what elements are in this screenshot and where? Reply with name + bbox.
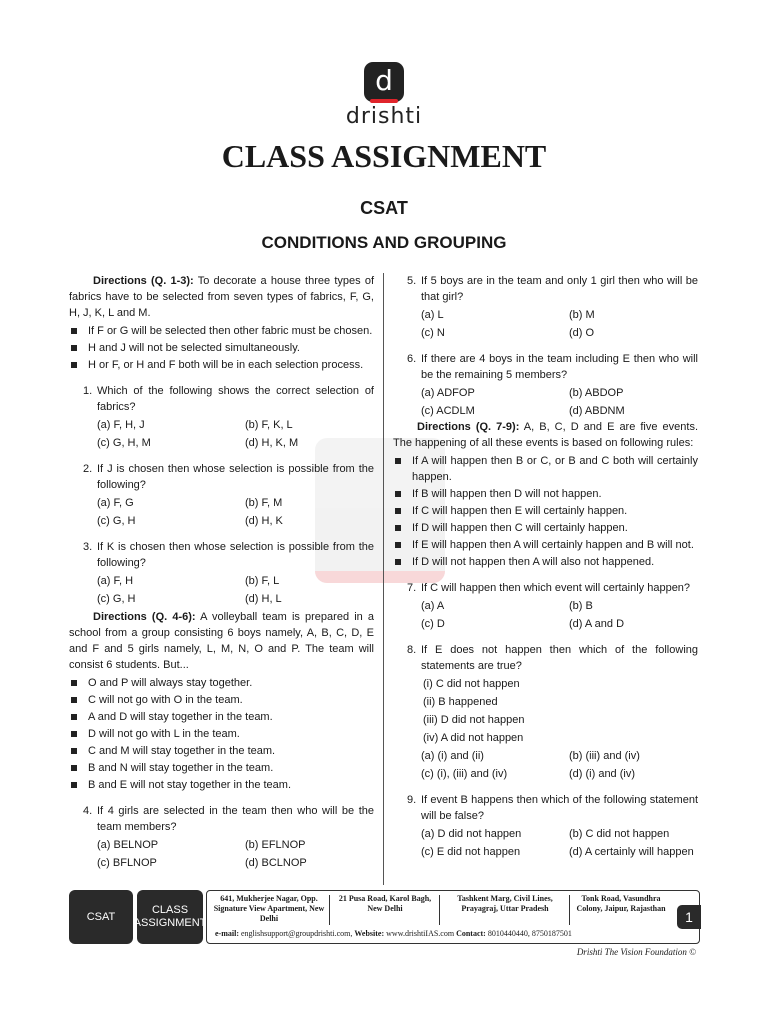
- option: (c) D: [421, 618, 445, 630]
- option: (b) F, K, L: [245, 419, 293, 431]
- topic-heading: CONDITIONS AND GROUPING: [261, 233, 507, 252]
- question-4: 4. If 4 girls are selected in the team then who will be the team members?: [83, 805, 374, 833]
- rule-item: If E will happen then A will certainly happen and B will not.: [393, 537, 698, 553]
- question-7: 7. If C will happen then which event will certainly happen?: [407, 582, 691, 594]
- option: (b) M: [569, 309, 595, 321]
- rule-item: B and E will not stay together in the team.: [69, 777, 374, 793]
- footer-subject-tab: CSAT: [69, 890, 133, 944]
- option: (c) N: [421, 327, 445, 339]
- option: (d) H, K, M: [245, 437, 299, 449]
- rule-item: D will not go with L in the team.: [69, 726, 374, 742]
- rule-item: If B will happen then D will not happen.: [393, 486, 698, 502]
- rule-item: If D will happen then C will certainly happen.: [393, 520, 698, 536]
- directions-7-9: Directions (Q. 7-9): A, B, C, D and E are five events. The happening of all these events is based on following rules:: [393, 421, 698, 449]
- option: (d) ABDNM: [569, 405, 625, 417]
- option: (b) (iii) and (iv): [569, 750, 640, 762]
- option: (a) BELNOP: [97, 839, 159, 851]
- option: (a) F, G: [97, 497, 134, 509]
- options-8: [393, 748, 698, 782]
- logo-accent-bar: [370, 99, 398, 103]
- options-7: [393, 598, 698, 632]
- rule-item: If D will not happen then A will also not happened.: [393, 554, 698, 570]
- left-column: [69, 273, 374, 871]
- options-3: [69, 573, 374, 607]
- options-9: [393, 826, 698, 860]
- column-divider: [383, 273, 384, 885]
- rule-item: If A will happen then B or C, or B and C both will certainly happen.: [393, 453, 698, 485]
- option: (b) EFLNOP: [245, 839, 306, 851]
- option: (a) F, H, J: [97, 419, 145, 431]
- statement: (i) C did not happen: [423, 678, 520, 690]
- option: (d) A and D: [569, 618, 625, 630]
- footer-credit: Drishti The Vision Foundation ©: [576, 947, 696, 957]
- option: (b) ABDOP: [569, 387, 624, 399]
- question-2: 2. If J is chosen then whose selection is possible from the following?: [83, 463, 374, 491]
- website-link[interactable]: www.drishtiIAS.com: [384, 929, 457, 938]
- option: (c) G, H, M: [97, 437, 151, 449]
- option: (a) ADFOP: [421, 387, 475, 399]
- address-box: [206, 890, 700, 944]
- drishti-logo: [364, 62, 404, 102]
- option: (a) D did not happen: [421, 828, 522, 840]
- rule-item: H and J will not be selected simultaneously.: [69, 340, 374, 356]
- rule-item: H or F, or H and F both will be in each selection process.: [69, 357, 374, 373]
- statements-8: [393, 676, 698, 746]
- question-9: 9. If event B happens then which of the following statement will be false?: [407, 794, 698, 822]
- option: (c) E did not happen: [421, 846, 521, 858]
- address-jaipur: Tonk Road, Vasundhra Colony, Jaipur, Rajasthan: [576, 894, 666, 913]
- rule-item: O and P will always stay together.: [69, 675, 374, 691]
- address-prayagraj: Tashkent Marg, Civil Lines, Prayagraj, Uttar Pradesh: [457, 894, 553, 913]
- question-3: 3. If K is chosen then whose selection is possible from the following?: [83, 541, 374, 569]
- question-8: 8. If E does not happen then which of the following statements are true?: [407, 644, 698, 672]
- options-4: [69, 837, 374, 871]
- option: (c) BFLNOP: [97, 857, 157, 869]
- statement: (iv) A did not happen: [423, 732, 524, 744]
- address-karol-bagh: 21 Pusa Road, Karol Bagh, New Delhi: [338, 894, 432, 913]
- option: (b) F, M: [245, 497, 283, 509]
- footer-type-tab: CLASS ASSIGNMENT: [137, 890, 203, 944]
- option: (a) A: [421, 600, 445, 612]
- statement: (ii) B happened: [423, 696, 498, 708]
- options-6: [393, 385, 698, 419]
- question-5: 5. If 5 boys are in the team and only 1 girl then who will be that girl?: [407, 275, 698, 303]
- right-column: [393, 273, 698, 860]
- rule-item: If F or G will be selected then other fabric must be chosen.: [69, 323, 374, 339]
- option: (c) G, H: [97, 593, 136, 605]
- option: (d) BCLNOP: [245, 857, 307, 869]
- address-mukherjee-nagar: 641, Mukherjee Nagar, Opp. Signature View Apartment, New Delhi: [213, 894, 325, 923]
- rule-item: If C will happen then E will certainly happen.: [393, 503, 698, 519]
- option: (d) (i) and (iv): [569, 768, 636, 780]
- rule-item: A and D will stay together in the team.: [69, 709, 374, 725]
- page-title: CLASS ASSIGNMENT: [221, 138, 547, 174]
- options-5: [393, 307, 698, 341]
- brand-name: drishti: [345, 104, 423, 129]
- rule-item: C will not go with O in the team.: [69, 692, 374, 708]
- option: (b) F, L: [245, 575, 280, 587]
- option: (c) G, H: [97, 515, 136, 527]
- subject-heading: CSAT: [360, 198, 408, 218]
- directions-1-3: Directions (Q. 1-3): To decorate a house three types of fabrics have to be selected from seven types of fabrics, F, G, H, J, K, L and M.: [69, 275, 374, 319]
- options-2: [69, 495, 374, 529]
- rule-item: C and M will stay together in the team.: [69, 743, 374, 759]
- option: (a) L: [421, 309, 444, 321]
- question-1: 1. Which of the following shows the correct selection of fabrics?: [83, 385, 374, 413]
- logo-letter: d: [375, 64, 393, 97]
- options-1: [69, 417, 374, 451]
- contact-line: e-mail: englishsupport@groupdrishti.com, Website: www.drishtiIAS.com Contact: 8010440440, 8750187501: [215, 929, 572, 938]
- option: (c) ACDLM: [421, 405, 475, 417]
- option: (b) B: [569, 600, 593, 612]
- option: (a) F, H: [97, 575, 134, 587]
- option: (d) H, K: [245, 515, 283, 527]
- email-link[interactable]: englishsupport@groupdrishti.com,: [239, 929, 355, 938]
- option: (d) O: [569, 327, 595, 339]
- option: (b) C did not happen: [569, 828, 670, 840]
- option: (d) A certainly will happen: [569, 846, 694, 858]
- option: (c) (i), (iii) and (iv): [421, 768, 508, 780]
- directions-4-6: Directions (Q. 4-6): A volleyball team is prepared in a school from a group consisting 6 boys namely, A, B, C, D, E and F and 5 girls namely, L, M, N, O and P. The team will consist 6 students. But...: [69, 611, 375, 671]
- option: (d) H, L: [245, 593, 282, 605]
- page-number: 1: [677, 905, 701, 929]
- rule-item: B and N will stay together in the team.: [69, 760, 374, 776]
- question-6: 6. If there are 4 boys in the team including E then who will be the remaining 5 members?: [407, 353, 698, 381]
- statement: (iii) D did not happen: [423, 714, 525, 726]
- option: (a) (i) and (ii): [421, 750, 484, 762]
